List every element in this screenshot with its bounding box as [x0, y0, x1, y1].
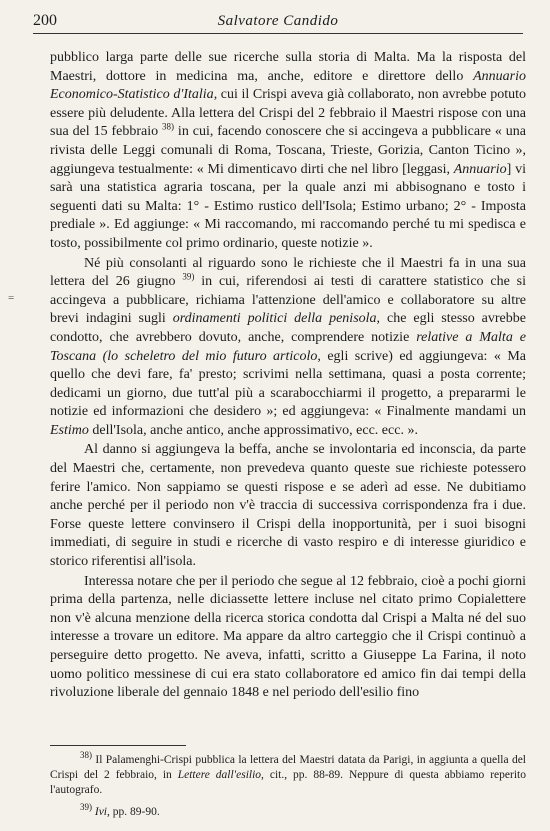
footnote: $^{39)}$ Ivi, pp. 89-90.	[80, 802, 160, 818]
body-paragraph: Né più consolanti al riguardo sono le richieste che il Maestri fa in una sua lettera del 26 giugno $^{39)}$ in cui, riferendosi ai testi di carattere statistico che si accingeva a pubblicare, richiama l'attenzione dell'amico e collaboratore su altre brevi indagini sugli ordinamenti politici della penisola, che egli stesso avrebbe condotto, che avrebbero dovuto, anche, comprendere notizie relative a Malta e Toscana (lo scheletro del mio futuro articolo, egli scrive) ed aggiungeva: « Ma quello che devi fare, fa' presto; scrivimi nella settimana, quasi a posta corrente; dedicami un giorno, due tutt'al più a scarabocchiarmi il progetto, a prepararmi le notizie ed informazioni che desidero »; ed aggiungeva: « Finalmente mandami un Estimo dell'Isola, anche antico, anche approssimativo, ecc. ecc. ».	[50, 255, 527, 438]
footnote: $^{38)}$ Il Palamenghi-Crispi pubblica la lettera del Maestri datata da Parigi, in aggiunta a quella del Crispi del 2 febbraio, in Lettere dall'esilio, cit., pp. 88-89. Neppure di questa abbiamo reperito l'autografo.	[50, 750, 526, 796]
footnotes	[50, 750, 526, 820]
page-header	[33, 10, 523, 34]
body-text	[50, 49, 526, 703]
footnote-rule	[50, 745, 186, 746]
margin-mark: =	[8, 292, 15, 304]
body-paragraph: Al danno si aggiungeva la beffa, anche se involontaria ed inconscia, da parte del Maestri che, certamente, non prevedeva quanto queste sue richieste potessero ferire l'amico. Non sappiamo se questi rispose e se aderì ad esse. Ne dubitiamo anche perché per il periodo non v'è traccia di successiva corrispondenza fra i due. Forse queste lettere convinsero il Crispi della inopportunità, per i suoi bisogni immediati, di seguire in studi e ricerche di vasto respiro e di interesse giuridico e storico riferentisi all'isola.	[50, 442, 526, 570]
running-title: Salvatore Candido	[217, 13, 339, 29]
page-number: 200	[33, 12, 57, 29]
header-rule	[33, 33, 523, 34]
body-paragraph: Interessa notare che per il periodo che segue al 12 febbraio, cioè a pochi giorni prima della partenza, nelle diciassette lettere incluse nel citato primo Copialettere non v'è alcuna menzione della ricerca storica condotta dal Crispi a Malta né del suo interesse a trovare un editore. Ma appare da altro carteggio che il Crispi continuò a perseguire detto progetto. Ne aveva, infatti, scritto a Giuseppe La Farina, il noto uomo politico messinese di cui era stato collaboratore ed amico fin dai tempi della rivoluzione liberale del gennaio 1848 e nel periodo dell'esilio fino	[50, 573, 526, 701]
body-paragraph: pubblico larga parte delle sue ricerche sulla storia di Malta. Ma la risposta del Maestri, dottore in medicina ma, anche, editore e direttore dello Annuario Economico-Statistico d'Italia, cui il Crispi aveva già collaborato, non avrebbe potuto essere più deludente. Alla lettera del Crispi del 2 febbraio il Maestri rispose con una sua del 15 febbraio $^{38)}$ in cui, facendo conoscere che si accingeva a pubblicare « una rivista delle Leggi comunali di Roma, Toscana, Trieste, Gorizia, Canton Ticino », aggiungeva testualmente: « Mi dimenticavo dirti che nel libro [leggasi, Annuario] vi sarà una statistica agraria toscana, per la quale anzi mi abbisognano e tosto i seguenti dati su Malta: 1° - Estimo rustico dell'Isola; Estimo urbano; 2° - Imposta prediale ». Ed aggiunge: « Mi raccomando, mi raccomando perché tu mi spedisca e tosto, possibilmente col primo ordinario, queste notizie ».	[50, 50, 526, 251]
